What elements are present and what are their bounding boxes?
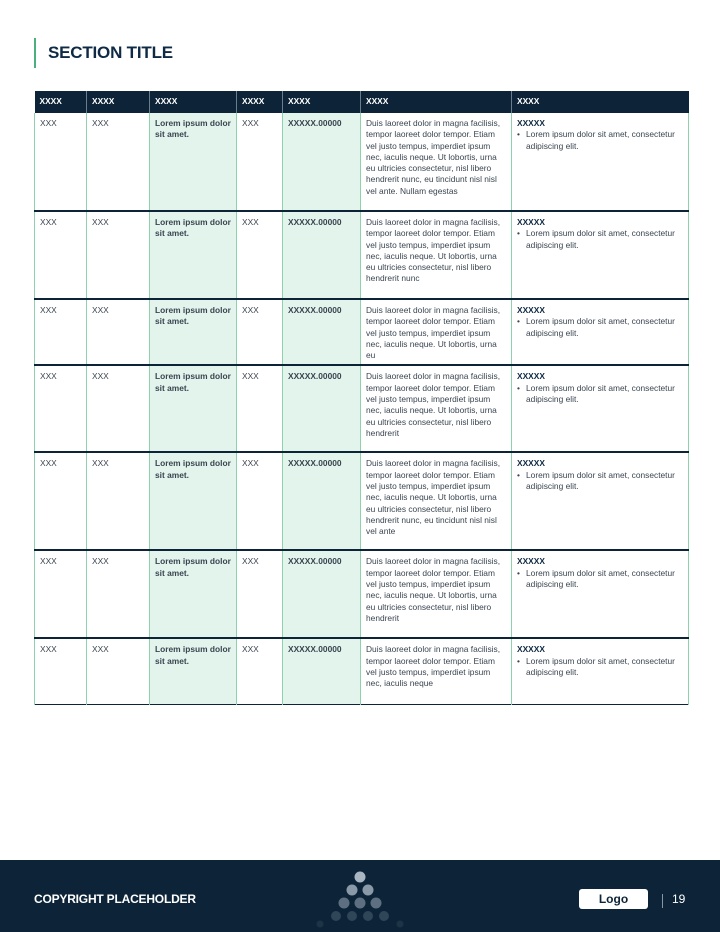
bullet-icon: • — [517, 316, 520, 327]
table-row — [35, 113, 689, 211]
column-header: XXXX — [237, 91, 283, 113]
table-cell: XXX — [237, 365, 283, 452]
column-header: XXXX — [35, 91, 87, 113]
footer-divider — [662, 894, 663, 908]
table-cell — [512, 365, 689, 452]
dot-pyramid-icon — [300, 868, 420, 928]
table-cell: XXX — [87, 452, 150, 550]
table-cell — [512, 211, 689, 299]
table-row — [35, 452, 689, 550]
table-row — [35, 211, 689, 299]
table-cell: XXX — [87, 113, 150, 211]
bullet-icon: • — [517, 129, 520, 140]
table-cell — [512, 638, 689, 704]
table-cell: XXX — [35, 365, 87, 452]
bullet-item — [517, 383, 683, 406]
table-cell: XXX — [237, 452, 283, 550]
table-cell: XXXXX.00000 — [283, 113, 361, 211]
table-cell: Lorem ipsum dolor sit amet. — [150, 638, 237, 704]
table-cell: Lorem ipsum dolor sit amet. — [150, 299, 237, 365]
bullet-item — [517, 316, 683, 339]
table-cell: XXXXX.00000 — [283, 452, 361, 550]
table-cell: XXXXX.00000 — [283, 299, 361, 365]
table-row — [35, 365, 689, 452]
table-row — [35, 299, 689, 365]
table-cell: XXXXX.00000 — [283, 365, 361, 452]
table-cell: XXXXX.00000 — [283, 638, 361, 704]
table-cell: XXX — [87, 550, 150, 638]
column-header: XXXX — [283, 91, 361, 113]
table-cell: Duis laoreet dolor in magna facilisis, tempor laoreet dolor tempor. Etiam vel justo tempus, imperdiet ipsum nec, iaculis neque. Ut lobortis, urna eu — [361, 299, 512, 365]
table-cell: Lorem ipsum dolor sit amet. — [150, 211, 237, 299]
column-header: XXXX — [150, 91, 237, 113]
column-header: XXXX — [361, 91, 512, 113]
table-cell — [512, 452, 689, 550]
footer-bar — [0, 860, 720, 932]
table-cell: XXX — [35, 452, 87, 550]
table-row — [35, 550, 689, 638]
table-cell: XXX — [237, 550, 283, 638]
column-header: XXXX — [512, 91, 689, 113]
bullet-item — [517, 568, 683, 591]
table-cell: XXX — [87, 365, 150, 452]
logo: Logo — [579, 889, 648, 909]
table-cell: Lorem ipsum dolor sit amet. — [150, 550, 237, 638]
cell-heading: XXXXX — [517, 644, 545, 655]
cell-heading: XXXXX — [517, 371, 545, 382]
page-number: 19 — [672, 892, 686, 906]
table-cell — [512, 550, 689, 638]
table-cell: XXX — [237, 638, 283, 704]
cell-heading: XXXXX — [517, 217, 545, 227]
bullet-icon: • — [517, 228, 520, 239]
cell-heading: XXXXX — [517, 458, 545, 469]
table-cell: XXX — [35, 550, 87, 638]
bullet-item — [517, 470, 683, 493]
data-table — [34, 91, 689, 705]
table-header-row — [35, 91, 689, 113]
bullet-icon: • — [517, 469, 520, 480]
table-cell: XXXXX.00000 — [283, 211, 361, 299]
table-cell: XXX — [87, 638, 150, 704]
table-cell: XXX — [237, 113, 283, 211]
cell-heading: XXXXX — [517, 556, 545, 567]
table-cell: XXX — [35, 299, 87, 365]
table-cell: Duis laoreet dolor in magna facilisis, tempor laoreet dolor tempor. Etiam vel justo tempus, imperdiet ipsum nec, iaculis neque. Ut lobortis, urna eu ultricies consectetur, nisl libero hendrerit — [361, 365, 512, 452]
table-cell: XXX — [35, 638, 87, 704]
bullet-item — [517, 656, 683, 679]
bullet-icon: • — [517, 382, 520, 393]
copyright-text: COPYRIGHT PLACEHOLDER — [34, 892, 196, 906]
bullet-text: Lorem ipsum dolor sit amet, consectetur adipiscing elit. — [526, 129, 675, 151]
table-cell: Duis laoreet dolor in magna facilisis, tempor laoreet dolor tempor. Etiam vel justo tempus, imperdiet ipsum nec, iaculis neque — [361, 638, 512, 704]
table-cell — [512, 113, 689, 211]
table-cell: Lorem ipsum dolor sit amet. — [150, 113, 237, 211]
bullet-text: Lorem ipsum dolor sit amet, consectetur adipiscing elit. — [526, 382, 675, 405]
table-row — [35, 638, 689, 704]
table-cell: XXXXX.00000 — [283, 550, 361, 638]
table-cell: Lorem ipsum dolor sit amet. — [150, 365, 237, 452]
table-cell: Duis laoreet dolor in magna facilisis, tempor laoreet dolor tempor. Etiam vel justo tempus, imperdiet ipsum nec, iaculis neque. Ut lobortis, urna eu ultricies consectetur, nisl libero hendrerit nunc — [361, 211, 512, 299]
bullet-text: Lorem ipsum dolor sit amet, consectetur adipiscing elit. — [526, 228, 675, 250]
table-cell: XXX — [237, 299, 283, 365]
table-cell: XXX — [87, 299, 150, 365]
section-title: SECTION TITLE — [34, 38, 173, 68]
cell-heading: XXXXX — [517, 118, 545, 128]
bullet-item — [517, 228, 683, 251]
bullet-text: Lorem ipsum dolor sit amet, consectetur adipiscing elit. — [526, 567, 675, 590]
table-cell: XXX — [237, 211, 283, 299]
table-cell: XXX — [87, 211, 150, 299]
bullet-icon: • — [517, 655, 520, 666]
table-cell: XXX — [35, 113, 87, 211]
bullet-text: Lorem ipsum dolor sit amet, consectetur adipiscing elit. — [526, 316, 675, 338]
bullet-icon: • — [517, 567, 520, 578]
table-cell: Lorem ipsum dolor sit amet. — [150, 452, 237, 550]
table-cell: XXX — [35, 211, 87, 299]
table-cell: Duis laoreet dolor in magna facilisis, tempor laoreet dolor tempor. Etiam vel justo tempus, imperdiet ipsum nec, iaculis neque. Ut lobortis, urna eu ultricies consectetur, nisl libero hendrerit nunc, eu tincidunt nisl nisl vel ante — [361, 452, 512, 550]
table-cell — [512, 299, 689, 365]
column-header: XXXX — [87, 91, 150, 113]
table-cell: Duis laoreet dolor in magna facilisis, tempor laoreet dolor tempor. Etiam vel justo tempus, imperdiet ipsum nec, iaculis neque. Ut lobortis, urna eu ultricies consectetur, nisl libero hendrerit — [361, 550, 512, 638]
bullet-item — [517, 129, 683, 152]
cell-heading: XXXXX — [517, 305, 545, 315]
bullet-text: Lorem ipsum dolor sit amet, consectetur adipiscing elit. — [526, 469, 675, 492]
table-cell: Duis laoreet dolor in magna facilisis, tempor laoreet dolor tempor. Etiam vel justo tempus, imperdiet ipsum nec, iaculis neque. Ut lobortis, urna eu ultricies consectetur, nisl libero hendrerit nunc, eu tincidunt nisl nisl vel ante. Nullam egestas — [361, 113, 512, 211]
bullet-text: Lorem ipsum dolor sit amet, consectetur adipiscing elit. — [526, 655, 675, 678]
